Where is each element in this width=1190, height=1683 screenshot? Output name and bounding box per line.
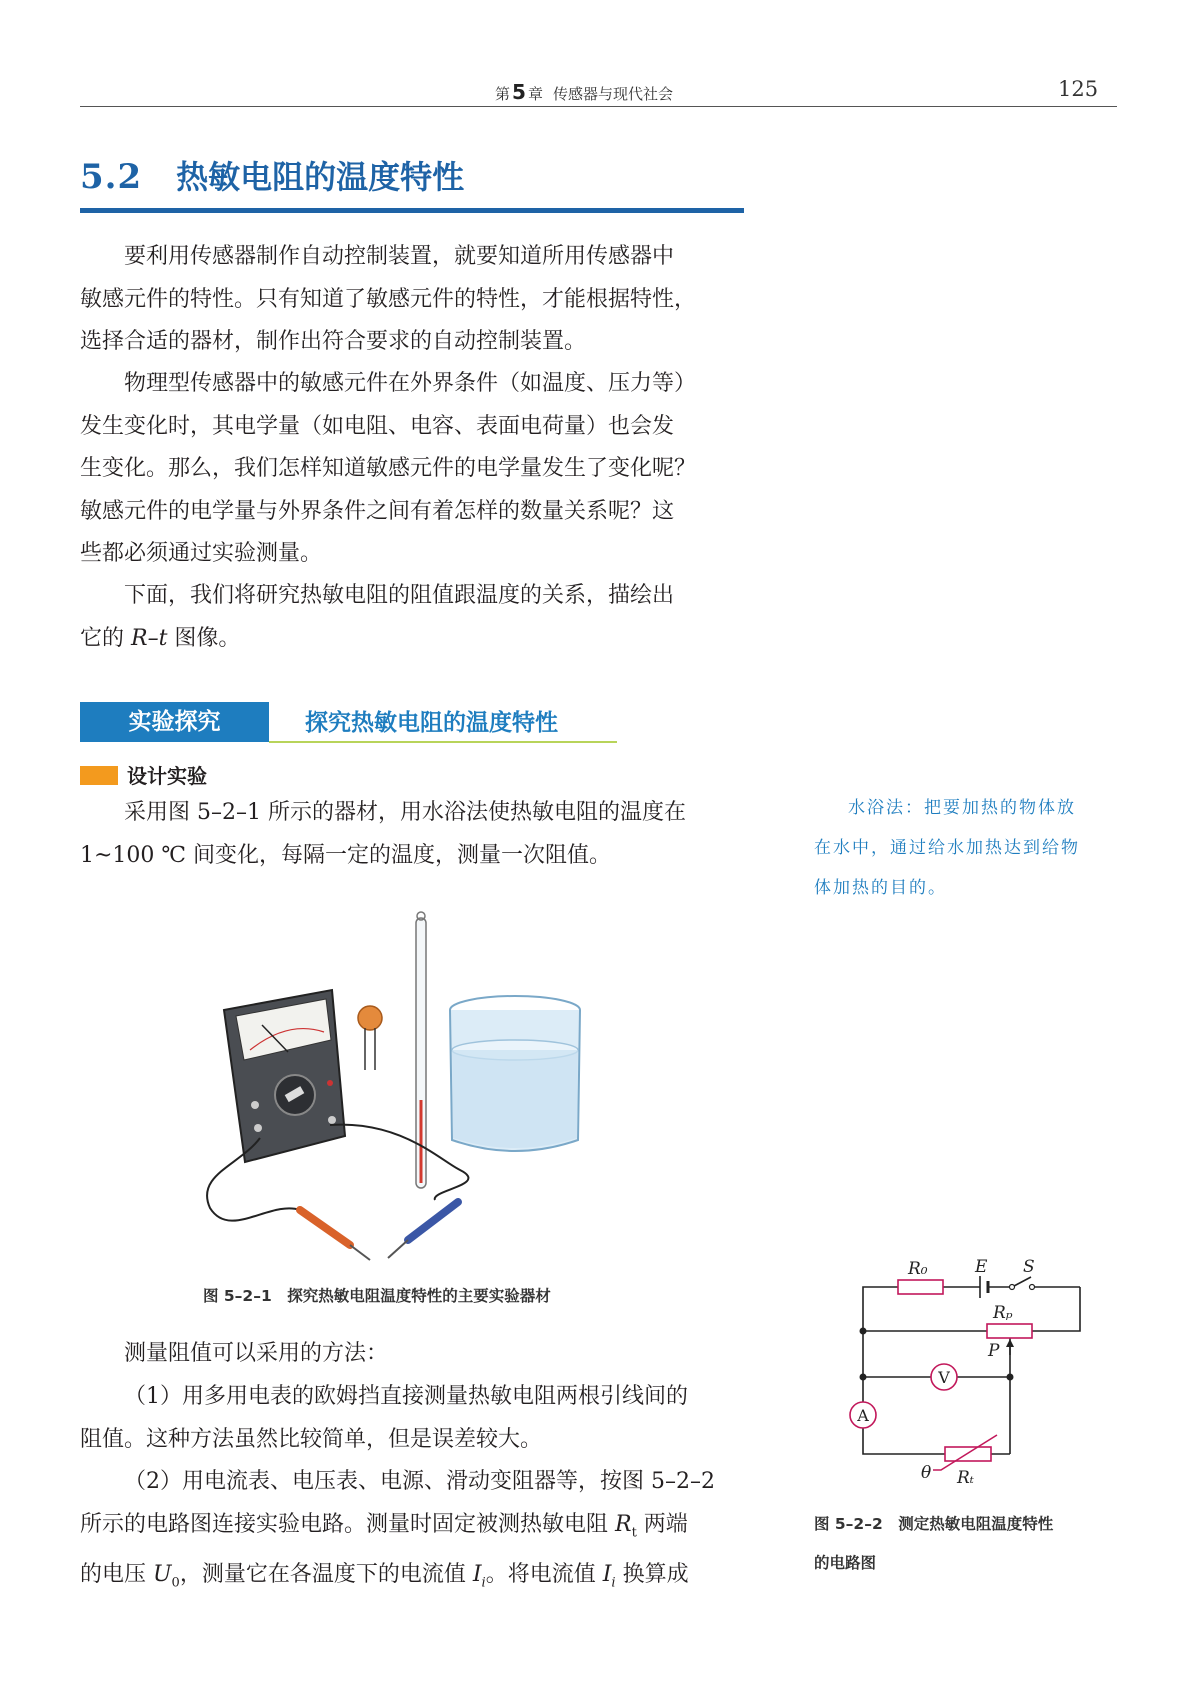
header-rule	[80, 106, 1117, 107]
rt-sub: t	[631, 1524, 637, 1540]
section-title-underline	[80, 208, 744, 213]
design-label: 设计实验	[127, 764, 207, 788]
chapter-header	[495, 80, 673, 104]
apparatus-figure	[200, 900, 620, 1270]
label-r0: R₀	[908, 1259, 928, 1279]
label-rt: Rₜ	[957, 1468, 974, 1488]
multimeter-icon	[224, 990, 345, 1162]
experiment-underline	[269, 741, 617, 743]
chapter-prefix: 第	[495, 85, 511, 103]
methods-intro	[80, 1333, 744, 1376]
text-line: 发生变化时，其电学量（如电阻、电容、表面电荷量）也会发	[80, 413, 675, 439]
side-note-line: 体加热的目的。	[814, 878, 947, 898]
ii-sub: i	[611, 1575, 616, 1591]
ii-sub: i	[481, 1575, 486, 1591]
label-theta: θ	[921, 1463, 932, 1483]
label-rp: Rₚ	[993, 1303, 1013, 1323]
text-run: 两端	[636, 1511, 688, 1537]
text-line: （1）用多用电表的欧姆挡直接测量热敏电阻两根引线间的	[124, 1384, 688, 1409]
u0-sub: 0	[171, 1575, 180, 1591]
label-p: P	[988, 1341, 1000, 1361]
text-run: 所示的电路图连接实验电路。测量时固定被测热敏电阻	[80, 1511, 615, 1537]
chapter-suffix: 章	[527, 85, 543, 103]
text-line: 阻值。这种方法虽然比较简单，但是误差较大。	[80, 1426, 543, 1452]
u0-var: U	[153, 1562, 172, 1588]
label-v: V	[938, 1368, 950, 1387]
text-line: 些都必须通过实验测量。	[80, 541, 323, 566]
text-line	[80, 1504, 744, 1555]
text-line: 物理型传感器中的敏感元件在外界条件（如温度、压力等）	[124, 371, 697, 396]
text-line	[80, 1554, 744, 1605]
label-a: A	[857, 1406, 869, 1425]
text-run: 它的	[80, 625, 131, 651]
text-line: 测量阻值可以采用的方法：	[124, 1341, 389, 1366]
text-line: 要利用传感器制作自动控制装置，就要知道所用传感器中	[124, 244, 675, 269]
label-s: S	[1023, 1257, 1035, 1277]
text-run: 换算成	[615, 1562, 689, 1588]
circuit-diagram	[845, 1255, 1095, 1490]
figure2-caption-line2: 的电路图	[814, 1554, 877, 1572]
thermistor-icon	[358, 1006, 382, 1070]
text-line: （2）用电流表、电压表、电源、滑动变阻器等，按图 5–2–2	[124, 1469, 715, 1494]
ii-var: I	[472, 1562, 482, 1588]
text-line: 敏感元件的电学量与外界条件之间有着怎样的数量关系呢？这	[80, 498, 675, 524]
text-line: 敏感元件的特性。只有知道了敏感元件的特性，才能根据特性，	[80, 286, 697, 312]
section-title	[80, 152, 464, 198]
rt-var: R	[615, 1511, 632, 1537]
text-line	[80, 618, 744, 661]
method-1	[80, 1376, 744, 1461]
experiment-badge: 实验探究	[80, 702, 269, 742]
text-line: 1~100 ℃ 间变化，每隔一定的温度，测量一次阻值。	[80, 842, 612, 868]
section-name: 热敏电阻的温度特性	[176, 158, 465, 196]
text-run: 的电压	[80, 1562, 153, 1588]
method-2	[80, 1461, 744, 1605]
intro-paragraph-2	[80, 363, 744, 576]
ii-var: I	[602, 1562, 612, 1588]
text-run: 图像。	[167, 625, 241, 651]
side-note-line: 在水中，通过给水加热达到给物	[814, 838, 1080, 858]
text-run: ，测量它在各温度下的电流值	[179, 1562, 473, 1588]
page-number: 125	[1058, 77, 1099, 101]
figure2-caption-line1: 图 5–2–2 测定热敏电阻温度特性	[814, 1515, 1054, 1533]
design-marker	[80, 766, 118, 785]
chapter-number: 5	[512, 80, 526, 104]
figure1-caption: 图 5–2–1 探究热敏电阻温度特性的主要实验器材	[203, 1287, 551, 1305]
section-number: 5.2	[80, 157, 143, 197]
label-e: E	[975, 1257, 988, 1277]
rt-variable: R–t	[131, 625, 168, 651]
text-line: 采用图 5–2–1 所示的器材，用水浴法使热敏电阻的温度在	[124, 800, 686, 825]
design-paragraph	[80, 792, 744, 877]
text-line: 选择合适的器材，制作出符合要求的自动控制装置。	[80, 329, 587, 354]
side-note-line: 水浴法：把要加热的物体放	[848, 798, 1076, 818]
rp-rheostat	[987, 1324, 1032, 1338]
experiment-title: 探究热敏电阻的温度特性	[305, 710, 558, 736]
chapter-title: 传感器与现代社会	[552, 85, 673, 103]
r0-resistor	[898, 1280, 943, 1294]
text-line: 生变化。那么，我们怎样知道敏感元件的电学量发生了变化呢？	[80, 456, 697, 481]
intro-paragraph-3	[80, 575, 744, 660]
side-note	[814, 788, 1119, 908]
intro-paragraph-1	[80, 236, 744, 364]
text-run: 。将电流值	[485, 1562, 603, 1588]
beaker-icon	[450, 996, 580, 1151]
text-line: 下面，我们将研究热敏电阻的阻值跟温度的关系，描绘出	[124, 583, 675, 608]
